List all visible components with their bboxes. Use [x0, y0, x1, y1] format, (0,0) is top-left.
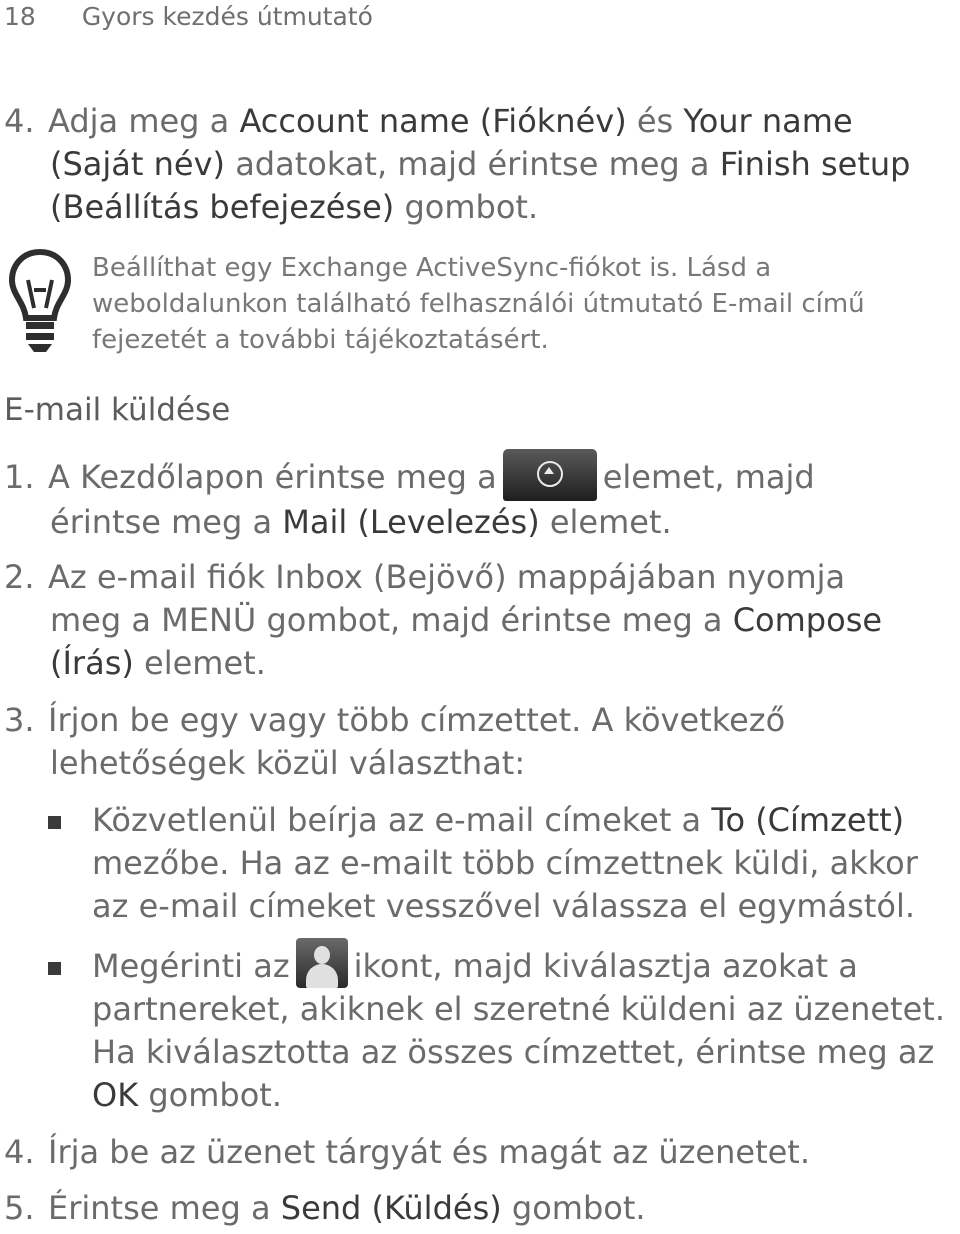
circle-shape: [537, 461, 563, 487]
text: gombot.: [394, 188, 539, 226]
text: Írjon be egy vagy több címzettet. A következő: [48, 701, 786, 739]
step-4-message: [4, 1131, 810, 1174]
step-2: [4, 556, 882, 685]
bullet-1: [92, 799, 918, 928]
step-4-setup: [4, 100, 910, 229]
step-number: 2.: [4, 558, 35, 596]
tip-line: Beállíthat egy Exchange ActiveSync-fiókot is. Lásd a: [92, 253, 772, 283]
text: ikont, majd kiválasztja azokat a: [353, 947, 858, 985]
tip-line: weboldalunkon található felhasználói útmutató E-mail című: [92, 289, 865, 319]
tip-line: fejezetét a további tájékoztatásért.: [92, 325, 549, 355]
text: Adja meg a: [48, 102, 240, 140]
up-arrow-icon: [544, 467, 554, 474]
step-number: 4.: [4, 1133, 35, 1171]
text: érintse meg a: [50, 503, 283, 541]
text: Megérinti az: [92, 947, 290, 985]
text: elemet.: [539, 503, 672, 541]
your-name-label: Your name: [683, 102, 853, 140]
bullet-square: [48, 962, 61, 975]
text: elemet.: [133, 644, 266, 682]
text: mezőbe. Ha az e-mailt több címzettnek küldi, akkor: [92, 844, 918, 882]
home-all-apps-button-icon: [503, 449, 597, 501]
contact-person-icon: [296, 938, 348, 988]
text: Érintse meg a: [48, 1189, 281, 1227]
compose-label: Compose: [732, 601, 883, 639]
page-header: [4, 2, 373, 31]
step-number: 4.: [4, 102, 35, 140]
text: Közvetlenül beírja az e-mail címeket a: [92, 801, 712, 839]
head-shape: [314, 946, 330, 964]
text: gombot.: [501, 1189, 646, 1227]
text: és: [626, 102, 684, 140]
text: meg a MENÜ gombot, majd érintse meg a: [50, 601, 733, 639]
page-number: 18: [4, 2, 36, 31]
bullet-2: [92, 945, 945, 1117]
lightbulb-icon: [6, 246, 74, 358]
text: A Kezdőlapon érintse meg a: [48, 458, 497, 496]
text: Az e-mail fiók Inbox (Bejövő) mappájában nyomja: [48, 558, 846, 596]
sajat-nev-label: (Saját név): [50, 145, 226, 183]
bullet-square: [48, 816, 61, 829]
header-title: Gyors kezdés útmutató: [81, 2, 373, 31]
text: Írja be az üzenet tárgyát és magát az üzenetet.: [48, 1133, 811, 1171]
send-label: Send (Küldés): [280, 1189, 502, 1227]
mail-label: Mail (Levelezés): [282, 503, 540, 541]
to-field-label: To (Címzett): [711, 801, 905, 839]
step-number: 5.: [4, 1189, 35, 1227]
text: adatokat, majd érintse meg a: [225, 145, 720, 183]
account-name-label: Account name (Fióknév): [239, 102, 627, 140]
iras-label: (Írás): [50, 644, 134, 682]
tip-text: [92, 250, 865, 358]
text: elemet, majd: [602, 458, 815, 496]
text: gombot.: [138, 1076, 283, 1114]
finish-setup-label: Finish setup: [719, 145, 911, 183]
text: az e-mail címeket vesszővel válassza el egymástól.: [92, 887, 916, 925]
step-5: [4, 1187, 646, 1230]
body-shape: [306, 964, 338, 988]
ok-label: OK: [92, 1076, 139, 1114]
text: partnereket, akiknek el szeretné küldeni az üzenetet.: [92, 990, 945, 1028]
section-title: E-mail küldése: [4, 392, 231, 428]
step-number: 3.: [4, 701, 35, 739]
beallitas-befejezese-label: (Beállítás befejezése): [50, 188, 395, 226]
step-number: 1.: [4, 458, 35, 496]
text: lehetőségek közül választhat:: [50, 744, 526, 782]
step-3: [4, 699, 785, 785]
text: Ha kiválasztotta az összes címzettet, érintse meg az: [92, 1033, 935, 1071]
step-1: [4, 456, 815, 544]
